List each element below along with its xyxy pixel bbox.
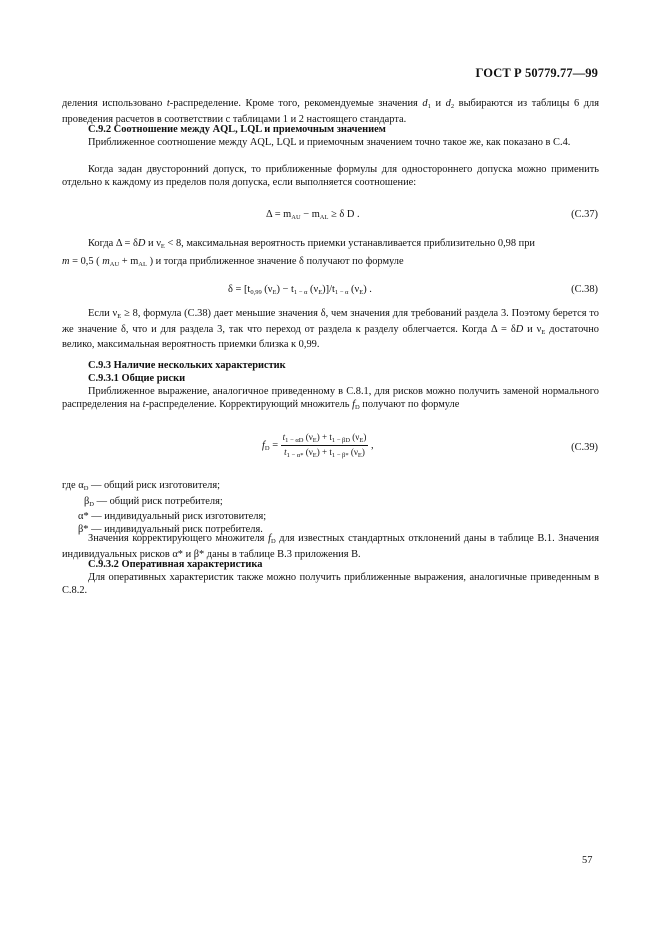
paragraph-correction-values — [62, 533, 599, 561]
equation-c39 — [262, 432, 374, 459]
eq-part: Δ = m — [266, 209, 292, 220]
eq-sub: U — [114, 261, 120, 268]
eq-sub: U — [295, 214, 301, 221]
eq-part: (ν — [348, 284, 360, 295]
subscript: D — [355, 403, 360, 411]
eq-sub: L — [324, 214, 329, 221]
eq-part: t — [284, 447, 287, 457]
text-run: Значения корректирующего множителя — [88, 533, 269, 544]
eq-part: (ν — [303, 447, 313, 457]
text-run: ) и тогда приближенное значение δ получают по формуле — [146, 256, 404, 267]
eq-part: (ν — [303, 432, 313, 442]
eq-sub: D — [345, 437, 351, 444]
text-run: достаточно велико, максимальная вероятность приемки близка к 0,99. — [62, 323, 599, 350]
eq-part: δ = [t — [228, 284, 251, 295]
text-run: t — [142, 398, 146, 410]
eq-sub: A — [291, 214, 296, 221]
eq-part: , — [368, 439, 374, 451]
text-run: Когда Δ = δ — [88, 238, 138, 249]
paragraph-intro — [62, 98, 599, 126]
fraction-numerator — [281, 432, 369, 446]
equation-number-c38: (С.38) — [571, 284, 598, 295]
text-run: и ν — [523, 323, 542, 335]
page-number: 57 — [582, 855, 593, 866]
eq-sub: 1 − α — [334, 289, 349, 296]
text-run: и — [430, 98, 446, 109]
text-run: t — [166, 98, 170, 109]
eq-part: ) — [361, 447, 365, 457]
eq-part: ) — [363, 432, 367, 442]
subscript: 1 — [427, 103, 431, 110]
eq-part: (ν — [307, 284, 319, 295]
text-run: Приближенное выражение, аналогичное приведенному в С.8.1, для рисков можно получить заменой нормального распределения на — [62, 386, 599, 410]
definitions-list — [62, 480, 266, 536]
text-run: Если ν — [88, 308, 118, 319]
paragraph-m-expr — [62, 256, 599, 272]
eq-part: ≥ δ D . — [328, 209, 360, 220]
subscript: E — [541, 328, 546, 336]
def-text: — общий риск потребителя; — [94, 495, 223, 507]
eq-sub: A — [319, 214, 325, 221]
text-run: -распределение. Корректирующий множитель — [145, 398, 353, 410]
heading-c932: С.9.3.2 Оперативная характеристика — [88, 559, 263, 570]
eq-sub: E — [318, 289, 323, 296]
text-run: деления использовано — [62, 98, 167, 109]
eq-sub: E — [357, 452, 362, 459]
eq-sub: E — [312, 452, 317, 459]
eq-part: m — [102, 256, 110, 267]
def-text: — индивидуальный риск изготовителя; — [88, 511, 267, 522]
text-run: D — [137, 238, 146, 249]
eq-part: (ν — [348, 447, 358, 457]
def-symbol: α* — [78, 511, 89, 522]
definition-item — [62, 511, 266, 524]
eq-sub: 1 − α — [293, 289, 308, 296]
paragraph-operating-characteristic: Для оперативных характеристик также можно получить приближенные выражения, аналогичные приведенным в С.8.2. — [62, 572, 599, 596]
heading-c92: С.9.2 Соотношение между AQL, LQL и приемочным значением — [88, 124, 386, 135]
eq-sub: E — [359, 437, 364, 444]
eq-part: ) − t — [276, 284, 294, 295]
eq-part: = — [269, 439, 281, 451]
paragraph-general-risks — [62, 386, 599, 414]
eq-part: + m — [119, 256, 139, 267]
subscript: 2 — [450, 103, 455, 110]
heading-c93: С.9.3 Наличие нескольких характеристик — [88, 360, 286, 371]
standard-header: ГОСТ Р 50779.77—99 — [475, 66, 598, 80]
eq-sub: A — [109, 261, 115, 268]
eq-sub: L — [142, 261, 147, 268]
eq-sub: E — [272, 289, 277, 296]
equation-c38 — [228, 284, 372, 296]
text-run: получают по формуле — [359, 398, 460, 410]
subscript: E — [160, 243, 165, 250]
eq-part: (ν — [350, 432, 360, 442]
subscript: E — [117, 313, 122, 320]
eq-part: ) + t — [316, 447, 332, 457]
def-sub: D — [89, 500, 94, 508]
text-run: d — [422, 98, 428, 109]
text-run: D — [515, 323, 524, 335]
paragraph-two-sided: Когда задан двусторонний допуск, то приближенные формулы для одностороннего допуска можно применить отдельно к каждому из пределов поля допуска, если выполняется соотношение: — [62, 164, 599, 188]
paragraph-aql: Приближенное соотношение между AQL, LQL и приемочным значением точно такое же, как показано в С.4. — [88, 137, 571, 148]
text-run: m — [62, 256, 70, 267]
eq-sub: 1 − β* — [331, 452, 349, 459]
eq-part: )]/t — [322, 284, 335, 295]
definition-item — [62, 480, 266, 496]
text-run: -распределение. Кроме того, рекомендуемые значения — [169, 98, 423, 109]
def-text: — индивидуальный риск потребителя. — [88, 523, 263, 535]
text-run: и ν — [145, 238, 161, 249]
def-text: — общий риск изготовителя; — [88, 480, 220, 491]
eq-part: (ν — [261, 284, 273, 295]
fraction-denominator — [281, 446, 369, 459]
eq-sub: 0,99 — [250, 289, 262, 296]
eq-part: ) + t — [316, 432, 332, 442]
eq-sub: D — [298, 437, 304, 444]
eq-sub: E — [312, 437, 317, 444]
eq-part: t — [282, 432, 286, 442]
eq-sub: A — [138, 261, 143, 268]
fraction — [281, 432, 369, 459]
subscript: D — [270, 538, 276, 545]
text-run: f — [268, 533, 271, 544]
paragraph-large-nu — [62, 308, 599, 352]
text-run: = 0,5 ( — [69, 256, 103, 267]
equation-number-c37: (С.37) — [571, 209, 598, 220]
eq-sub: 1 − β — [331, 437, 346, 444]
def-sub: D — [83, 485, 89, 492]
text-run: выбираются из таблицы 6 для проведения расчетов в соответствии с таблицами 1 и 2 настоящего стандарта. — [62, 98, 599, 125]
text-run: для известных стандартных отклонений даны в таблице В.1. Значения индивидуальных рисков α* и β* даны в таблице В.3 приложения В. — [62, 533, 600, 560]
eq-part: ) . — [363, 284, 372, 295]
text-run: f — [352, 398, 355, 410]
text-run: < 8, максимальная вероятность приемки устанавливается приблизительно 0,98 при — [164, 238, 535, 249]
heading-c931: С.9.3.1 Общие риски — [88, 373, 186, 384]
eq-sub: D — [264, 444, 270, 452]
eq-sub: 1 − α* — [286, 452, 304, 459]
equation-number-c39: (С.39) — [571, 442, 598, 453]
eq-sub: E — [359, 289, 364, 296]
text-run: d — [445, 98, 451, 109]
def-symbol: где α — [62, 480, 84, 491]
equation-c37 — [266, 209, 360, 221]
definition-item — [62, 496, 266, 512]
eq-part: − m — [300, 209, 320, 220]
def-symbol: β* — [78, 523, 89, 535]
text-run: ≥ 8, формула (С.38) дает меньшие значения δ, чем значения для требований раздела 3. Поэтому берется то же значение δ, что и для раздела 3, так что переход от раздела к разделу облегчается. Когда Δ = δ — [62, 308, 599, 335]
def-symbol: β — [84, 495, 90, 507]
eq-sub: 1 − α — [285, 437, 299, 444]
eq-part: f — [262, 439, 265, 451]
paragraph-max-prob — [62, 238, 599, 254]
